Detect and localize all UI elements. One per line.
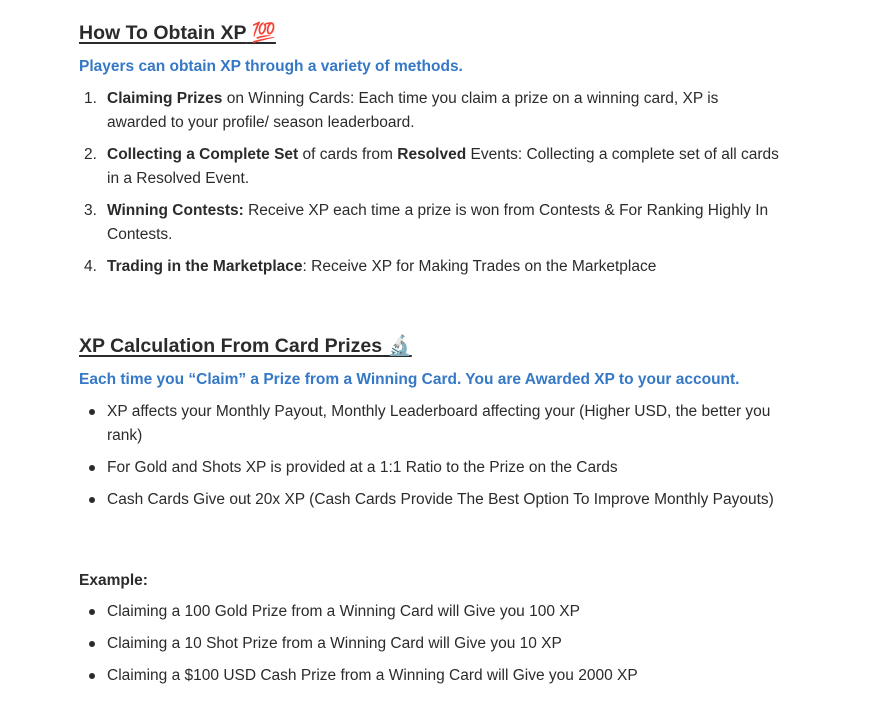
list-number: 1. xyxy=(84,90,97,107)
item-text: Cash Cards Give out 20x XP (Cash Cards Provide The Best Option To Improve Monthly Payouts) xyxy=(107,491,774,508)
item-text: : Receive XP for Making Trades on the Marketplace xyxy=(302,258,657,275)
list-item xyxy=(79,87,779,135)
list-item xyxy=(79,632,779,656)
example-label: Example: xyxy=(79,572,148,589)
bullet-icon xyxy=(89,609,95,615)
item-text: on Winning Cards: Each time you claim a prize on a winning card, XP is awarded to your profile/ season leaderboard. xyxy=(107,90,719,131)
item-text: For Gold and Shots XP is provided at a 1:1 Ratio to the Prize on the Cards xyxy=(107,459,618,476)
list-item xyxy=(79,199,779,247)
bullet-icon xyxy=(89,497,95,503)
bullet-icon xyxy=(89,465,95,471)
example-list xyxy=(79,600,779,688)
heading-text: How To Obtain XP xyxy=(79,22,247,44)
xp-methods-list xyxy=(79,87,779,279)
list-item xyxy=(79,143,779,191)
item-bold-text: Claiming Prizes xyxy=(107,90,223,107)
item-text: XP affects your Monthly Payout, Monthly Leaderboard affecting your (Higher USD, the better you rank) xyxy=(107,403,771,444)
section-lead-text: Players can obtain XP through a variety of methods. xyxy=(79,58,463,75)
item-bold-text: Resolved xyxy=(397,146,467,163)
item-text: Events: Collecting a complete set of all cards in a Resolved Event. xyxy=(107,146,779,187)
section-lead-text: Each time you “Claim” a Prize from a Winning Card. You are Awarded XP to your account. xyxy=(79,371,740,388)
list-item xyxy=(79,400,779,448)
microscope-icon: 🔬 xyxy=(387,334,412,357)
list-item xyxy=(79,664,779,688)
item-text: of cards from xyxy=(298,146,398,163)
item-bold-text: Collecting a Complete Set xyxy=(107,146,299,163)
item-bold-text: Winning Contests: xyxy=(107,202,244,219)
hundred-points-icon: 💯 xyxy=(251,21,276,44)
item-text: Claiming a 100 Gold Prize from a Winning Card will Give you 100 XP xyxy=(107,603,580,620)
list-item xyxy=(79,600,779,624)
item-text: Receive XP each time a prize is won from Contests & For Ranking Highly In Contests. xyxy=(107,202,769,243)
bullet-icon xyxy=(89,409,95,415)
bullet-icon xyxy=(89,673,95,679)
list-number: 2. xyxy=(84,146,97,163)
section-heading-xp-calculation xyxy=(79,334,412,358)
item-bold-text: Trading in the Marketplace xyxy=(107,258,303,275)
xp-calculation-list xyxy=(79,400,779,512)
heading-text: XP Calculation From Card Prizes xyxy=(79,335,383,357)
list-item xyxy=(79,255,779,279)
item-text: Claiming a $100 USD Cash Prize from a Winning Card will Give you 2000 XP xyxy=(107,667,638,684)
section-heading-how-to-obtain-xp xyxy=(79,21,276,45)
bullet-icon xyxy=(89,641,95,647)
list-item xyxy=(79,456,779,480)
list-number: 4. xyxy=(84,258,97,275)
item-text: Claiming a 10 Shot Prize from a Winning Card will Give you 10 XP xyxy=(107,635,562,652)
list-item xyxy=(79,488,779,512)
list-number: 3. xyxy=(84,202,97,219)
